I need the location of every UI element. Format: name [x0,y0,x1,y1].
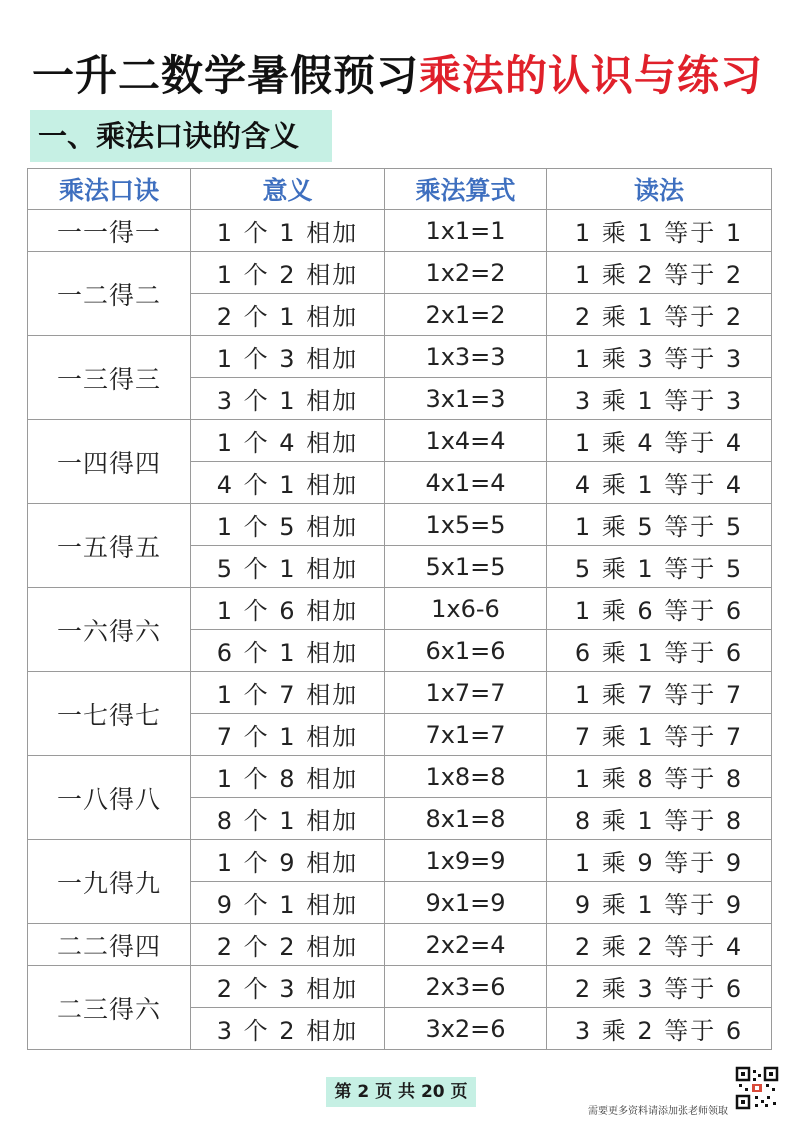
reading-cell: 2 乘 2 等于 4 [547,924,772,966]
formula-cell: 1x4=4 [385,420,547,462]
meaning-cell: 1 个 7 相加 [191,672,385,714]
reading-cell: 3 乘 1 等于 3 [547,378,772,420]
formula-cell: 1x5=5 [385,504,547,546]
formula-cell: 3x2=6 [385,1008,547,1050]
kou-cell: 二二得四 [28,924,191,966]
meaning-cell: 8 个 1 相加 [191,798,385,840]
header-reading: 读法 [547,169,772,210]
meaning-cell: 1 个 9 相加 [191,840,385,882]
meaning-cell: 9 个 1 相加 [191,882,385,924]
kou-cell: 一四得四 [28,420,191,504]
meaning-cell: 2 个 2 相加 [191,924,385,966]
table-row [28,966,772,1008]
header-meaning: 意义 [191,169,385,210]
meaning-cell: 1 个 8 相加 [191,756,385,798]
table-row [28,252,772,294]
reading-cell: 2 乘 3 等于 6 [547,966,772,1008]
meaning-cell: 3 个 1 相加 [191,378,385,420]
meaning-cell: 2 个 1 相加 [191,294,385,336]
kou-cell: 一三得三 [28,336,191,420]
table-row [28,924,772,966]
page-title [32,46,792,106]
reading-cell: 3 乘 2 等于 6 [547,1008,772,1050]
formula-cell: 1x3=3 [385,336,547,378]
reading-cell: 1 乘 1 等于 1 [547,210,772,252]
formula-cell: 1x7=7 [385,672,547,714]
formula-cell: 1x2=2 [385,252,547,294]
meaning-cell: 3 个 2 相加 [191,1008,385,1050]
formula-cell: 7x1=7 [385,714,547,756]
formula-cell: 2x2=4 [385,924,547,966]
title-part-1: 一升二数学暑假预习 [32,51,420,100]
reading-cell: 1 乘 3 等于 3 [547,336,772,378]
kou-cell: 一九得九 [28,840,191,924]
header-kou: 乘法口诀 [28,169,191,210]
formula-cell: 8x1=8 [385,798,547,840]
section-heading: 一、乘法口诀的含义 [30,110,332,162]
page-number-badge: 第 2 页 共 20 页 [326,1077,476,1107]
kou-cell: 二三得六 [28,966,191,1050]
formula-cell: 1x9=9 [385,840,547,882]
table-body [28,210,772,1050]
table-row [28,504,772,546]
kou-cell: 一一得一 [28,210,191,252]
meaning-cell: 1 个 5 相加 [191,504,385,546]
meaning-cell: 6 个 1 相加 [191,630,385,672]
meaning-cell: 1 个 2 相加 [191,252,385,294]
reading-cell: 1 乘 5 等于 5 [547,504,772,546]
table-header-row [28,169,772,210]
formula-cell: 5x1=5 [385,546,547,588]
title-part-2: 乘法的认识与练习 [419,51,764,100]
table-row [28,336,772,378]
formula-cell: 9x1=9 [385,882,547,924]
reading-cell: 1 乘 6 等于 6 [547,588,772,630]
table-row [28,756,772,798]
kou-cell: 一六得六 [28,588,191,672]
reading-cell: 1 乘 4 等于 4 [547,420,772,462]
table-row [28,588,772,630]
reading-cell: 8 乘 1 等于 8 [547,798,772,840]
kou-cell: 一八得八 [28,756,191,840]
meaning-cell: 1 个 4 相加 [191,420,385,462]
header-formula: 乘法算式 [385,169,547,210]
meaning-cell: 1 个 3 相加 [191,336,385,378]
formula-cell: 2x3=6 [385,966,547,1008]
formula-cell: 1x6-6 [385,588,547,630]
kou-cell: 一七得七 [28,672,191,756]
formula-cell: 2x1=2 [385,294,547,336]
formula-cell: 1x8=8 [385,756,547,798]
table-row [28,420,772,462]
table-row [28,672,772,714]
kou-cell: 一五得五 [28,504,191,588]
kou-cell: 一二得二 [28,252,191,336]
formula-cell: 1x1=1 [385,210,547,252]
reading-cell: 9 乘 1 等于 9 [547,882,772,924]
reading-cell: 6 乘 1 等于 6 [547,630,772,672]
table-row [28,210,772,252]
table-row [28,840,772,882]
reading-cell: 1 乘 8 等于 8 [547,756,772,798]
formula-cell: 3x1=3 [385,378,547,420]
formula-cell: 4x1=4 [385,462,547,504]
multiplication-table [27,168,772,1050]
meaning-cell: 2 个 3 相加 [191,966,385,1008]
reading-cell: 1 乘 2 等于 2 [547,252,772,294]
formula-cell: 6x1=6 [385,630,547,672]
reading-cell: 1 乘 7 等于 7 [547,672,772,714]
meaning-cell: 1 个 6 相加 [191,588,385,630]
qr-note: 需要更多资料请添加张老师领取 [588,1106,728,1117]
reading-cell: 2 乘 1 等于 2 [547,294,772,336]
meaning-cell: 4 个 1 相加 [191,462,385,504]
reading-cell: 1 乘 9 等于 9 [547,840,772,882]
reading-cell: 7 乘 1 等于 7 [547,714,772,756]
meaning-cell: 5 个 1 相加 [191,546,385,588]
meaning-cell: 7 个 1 相加 [191,714,385,756]
meaning-cell: 1 个 1 相加 [191,210,385,252]
reading-cell: 4 乘 1 等于 4 [547,462,772,504]
reading-cell: 5 乘 1 等于 5 [547,546,772,588]
